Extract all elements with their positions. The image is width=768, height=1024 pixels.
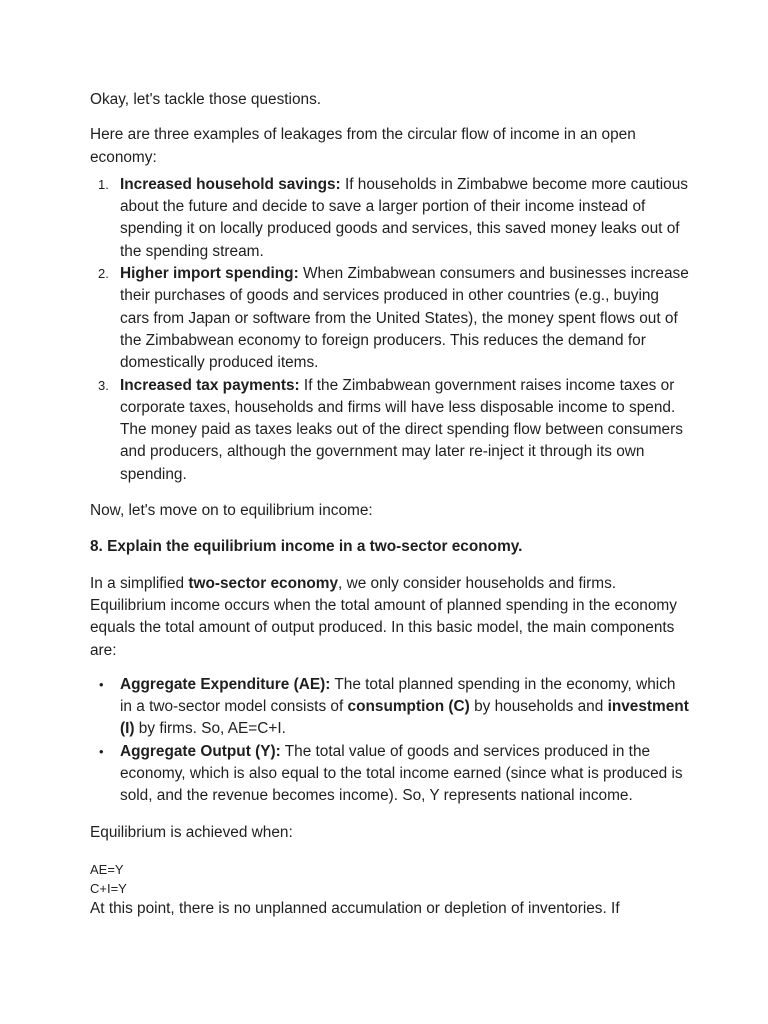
explanation-bold: two-sector economy — [188, 574, 339, 592]
explanation-text: In a simplified — [90, 574, 189, 592]
list-item — [90, 263, 690, 374]
item-text: The total value of goods and services produced in the economy, which is also equal to the total income earned (since what is produced is sold, and the revenue becomes income). So, Y represents national income. — [120, 742, 683, 805]
bullet-marker: • — [99, 676, 104, 692]
leakages-intro: Here are three examples of leakages from the circular flow of income in an open economy: — [90, 126, 636, 166]
item-bold: consumption (C) — [347, 698, 470, 716]
item-text: When Zimbabwean consumers and businesses increase their purchases of goods and services produced in other countries (e.g., buying cars from Japan or software from the United States), the money spent flows out of the Zimbabwean economy to foreign producers. This reduces the demand for domestically produced items. — [120, 265, 689, 372]
list-item — [90, 674, 690, 741]
item-bold: investment (I) — [120, 698, 689, 738]
list-number: 2. — [98, 266, 109, 282]
list-number: 1. — [98, 176, 109, 192]
list-item — [90, 375, 690, 486]
item-title: Increased tax payments: — [120, 376, 300, 394]
closing-line: At this point, there is no unplanned accumulation or depletion of inventories. If — [90, 899, 620, 917]
document-page — [90, 89, 690, 920]
item-title: Higher import spending: — [120, 265, 299, 283]
bullet-marker: • — [99, 743, 104, 759]
equation-ae-y: AE=Y — [90, 861, 124, 877]
item-text: If households in Zimbabwe become more cautious about the future and decide to save a larger portion of their income instead of spending it on locally produced goods and services, this saved money leaks out of the spending stream. — [120, 175, 688, 260]
list-item — [90, 174, 690, 263]
transition-line: Now, let's move on to equilibrium income: — [90, 502, 373, 520]
equilibrium-lead: Equilibrium is achieved when: — [90, 823, 293, 841]
item-title: Increased household savings: — [120, 175, 341, 193]
list-number: 3. — [98, 377, 109, 393]
explanation-paragraph — [90, 573, 690, 662]
opening-line: Okay, let's tackle those questions. — [90, 91, 322, 108]
item-text: by firms. So, AE=C+I. — [134, 720, 286, 738]
leakages-list — [90, 174, 690, 486]
item-text: The total planned spending in the economy, which in a two-sector model consists of — [120, 675, 676, 716]
list-item — [90, 741, 690, 808]
components-list — [90, 674, 690, 808]
equation-c-i-y: C+I=Y — [90, 880, 127, 896]
item-text: by households and — [469, 698, 608, 716]
item-title: Aggregate Output (Y): — [120, 742, 281, 760]
question-heading: 8. Explain the equilibrium income in a two-sector economy. — [90, 538, 523, 556]
explanation-text: , we only consider households and firms. Equilibrium income occurs when the total amount of planned spending in the economy equals the total amount of output produced. In this basic model, the main components are: — [90, 574, 677, 659]
item-title: Aggregate Expenditure (AE): — [120, 675, 331, 693]
item-text: If the Zimbabwean government raises income taxes or corporate taxes, households and firms will have less disposable income to spend. The money paid as taxes leaks out of the direct spending flow between consumers and producers, although the government may later re-inject it through its own spending. — [120, 376, 683, 483]
